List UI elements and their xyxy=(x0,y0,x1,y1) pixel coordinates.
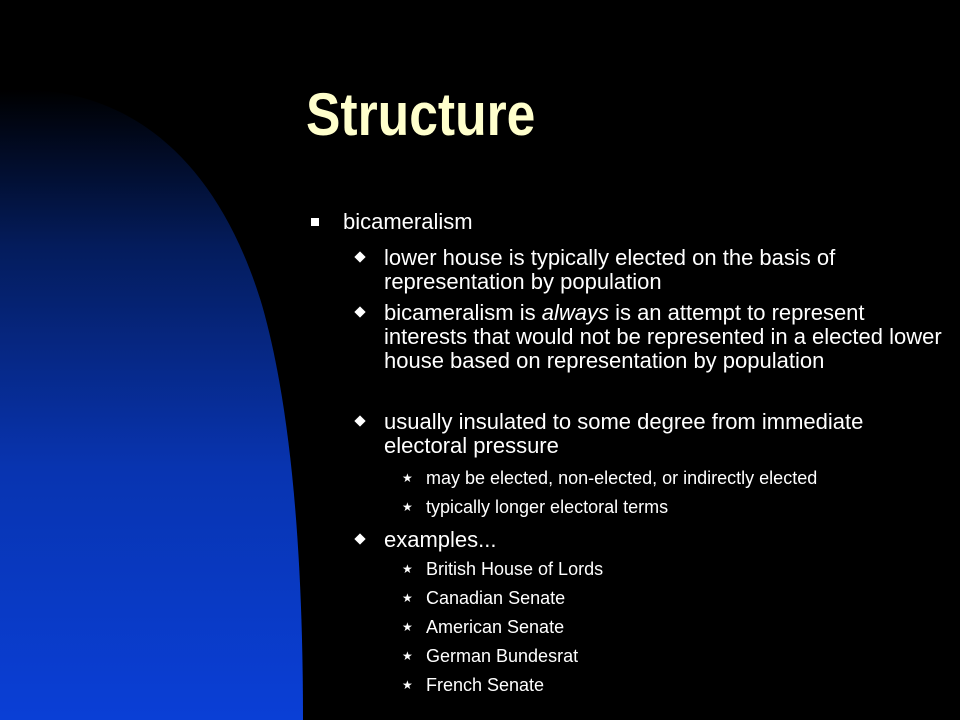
example-item xyxy=(402,645,579,667)
star-bullet-icon: ★ xyxy=(402,471,413,485)
point-text: lower house is typically elected on the basis of representation by population xyxy=(384,245,836,294)
example-item xyxy=(402,587,566,609)
bullet-bicameralism xyxy=(343,210,473,234)
example-text: American Senate xyxy=(426,617,565,637)
subpoint-text: typically longer electoral terms xyxy=(426,497,669,517)
point-text-after: is an attempt to represent interests that would not be represented in a elected lower house based on representation by population xyxy=(384,300,942,373)
star-bullet-icon: ★ xyxy=(402,500,413,514)
example-text: German Bundesrat xyxy=(426,646,579,666)
example-text: British House of Lords xyxy=(426,559,604,579)
point-insulated xyxy=(384,410,949,458)
subpoint-terms xyxy=(402,496,669,518)
star-bullet-icon: ★ xyxy=(402,620,413,634)
point-lower-house xyxy=(384,246,949,294)
example-item xyxy=(402,616,565,638)
point-always-attempt xyxy=(384,301,949,373)
point-text: usually insulated to some degree from immediate electoral pressure xyxy=(384,409,864,458)
subpoint-elected xyxy=(402,467,818,489)
example-item xyxy=(402,674,545,696)
subpoint-text: may be elected, non-elected, or indirectly elected xyxy=(426,468,818,488)
example-text: Canadian Senate xyxy=(426,588,566,608)
point-text-emphasis: always xyxy=(541,300,609,325)
example-text: French Senate xyxy=(426,675,545,695)
slide-title: Structure xyxy=(306,81,536,148)
star-bullet-icon: ★ xyxy=(402,678,413,692)
square-bullet-icon xyxy=(311,218,319,226)
star-bullet-icon: ★ xyxy=(402,591,413,605)
point-examples xyxy=(384,528,949,552)
star-bullet-icon: ★ xyxy=(402,562,413,576)
example-item xyxy=(402,558,604,580)
star-bullet-icon: ★ xyxy=(402,649,413,663)
bullet-text: bicameralism xyxy=(343,209,473,234)
point-text-before: bicameralism is xyxy=(384,300,542,325)
point-text: examples... xyxy=(384,527,497,552)
